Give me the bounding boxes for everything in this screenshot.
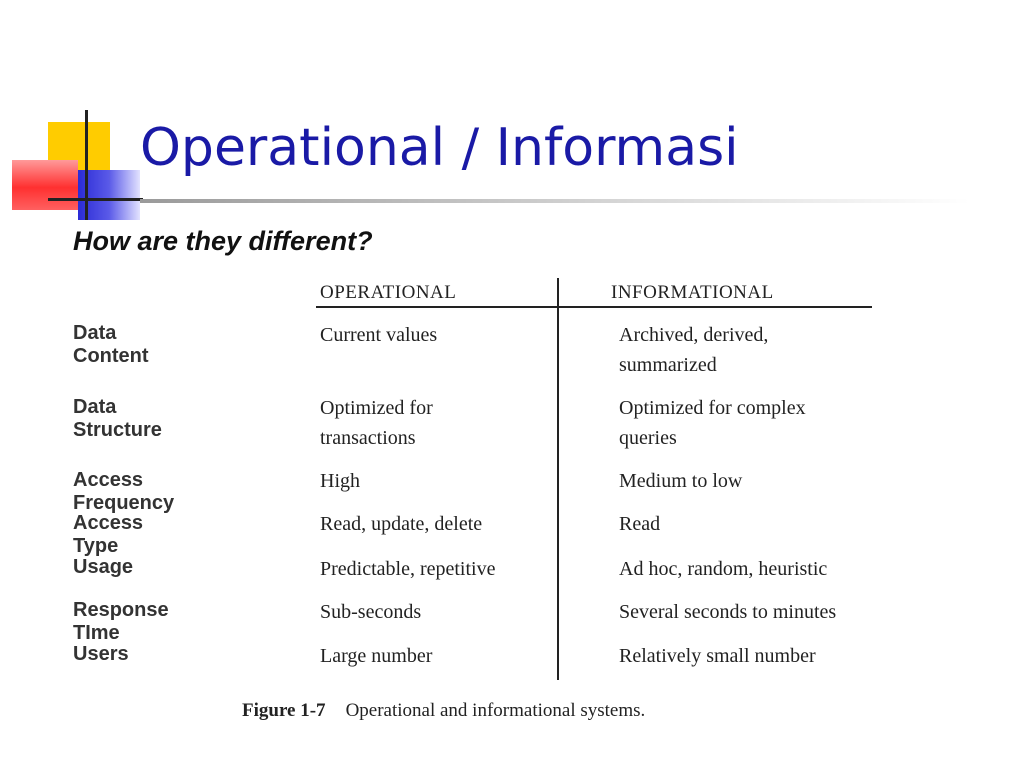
cell-operational: Optimized for transactions	[320, 397, 433, 449]
cell-operational: Sub-seconds	[320, 601, 422, 623]
cell-informational: Medium to low	[619, 470, 743, 492]
cell-operational: Current values	[320, 324, 438, 346]
logo-horizontal-line	[48, 198, 143, 201]
slide-subtitle: How are they different?	[73, 226, 373, 256]
slide-title: Operational / Informasi	[140, 118, 739, 178]
row-label-data-structure: Data Structure	[73, 396, 162, 441]
row-label-users: Users	[73, 643, 129, 665]
figure-caption	[242, 700, 645, 722]
column-divider	[557, 278, 559, 680]
logo-vertical-line	[85, 110, 88, 220]
cell-informational: Archived, derived, summarized	[619, 324, 769, 376]
cell-informational: Read	[619, 513, 661, 535]
logo-red-square	[12, 160, 78, 210]
row-label-access-type: Access Type	[73, 512, 144, 557]
cell-informational: Relatively small number	[619, 645, 816, 667]
row-label-usage: Usage	[73, 556, 134, 578]
row-label-response-time: Response TIme	[73, 599, 169, 644]
column-header-operational: OPERATIONAL	[320, 282, 457, 303]
cell-informational: Ad hoc, random, heuristic	[619, 558, 828, 580]
row-label-data-content: Data Content	[73, 322, 149, 367]
row-label-access-frequency: Access Frequency	[73, 469, 175, 514]
slide-logo	[0, 0, 150, 230]
cell-informational: Several seconds to minutes	[619, 601, 837, 623]
cell-operational: Read, update, delete	[320, 513, 483, 535]
column-header-informational: INFORMATIONAL	[611, 282, 774, 303]
cell-operational: High	[320, 470, 360, 492]
cell-operational: Large number	[320, 645, 433, 667]
header-rule	[316, 306, 872, 308]
figure-caption-text: Operational and informational systems.	[345, 700, 646, 721]
figure-number: Figure 1-7	[242, 700, 326, 721]
title-underline	[140, 199, 970, 203]
cell-operational: Predictable, repetitive	[320, 558, 496, 580]
cell-informational: Optimized for complex queries	[619, 397, 806, 449]
